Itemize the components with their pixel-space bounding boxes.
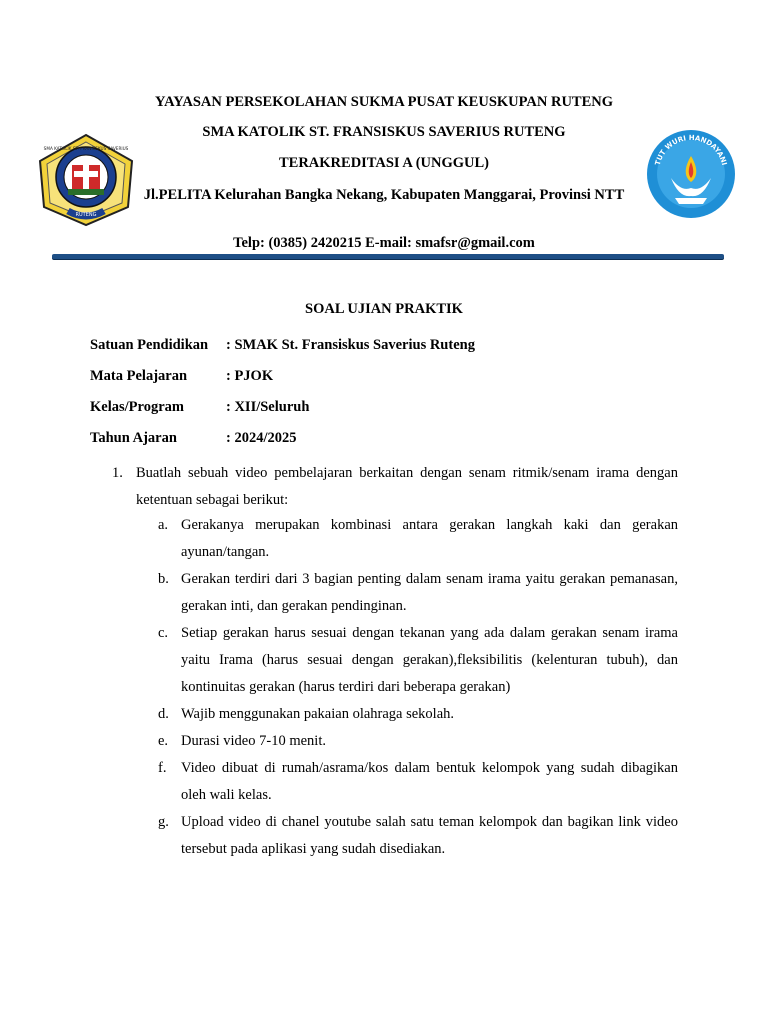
school-contact: Telp: (0385) 2420215 E-mail: smafsr@gmail.com [233, 235, 535, 251]
info-row [90, 430, 296, 447]
option-marker: c. [158, 625, 169, 641]
option-text: Setiap gerakan harus sesuai dengan tekanan yang ada dalam gerakan senam irama yaitu Irama (harus sesuai dengan gerakan),fleksibilitis (kelenturan tubuh), dan kontinuitas gerakan (harus terdiri dari beberapa gerakan) [181, 625, 678, 695]
question [112, 460, 678, 514]
svg-text:SMA KATOLIK ST. FRANSISKUS SAV: SMA KATOLIK ST. FRANSISKUS SAVERIUS [43, 146, 129, 151]
info-row [90, 368, 273, 385]
info-value: : PJOK [226, 368, 274, 384]
info-key: Satuan Pendidikan [90, 337, 209, 353]
school-crest-icon [38, 133, 134, 227]
school-name: SMA KATOLIK ST. FRANSISKUS SAVERIUS RUTENG [202, 124, 566, 140]
document-title: SOAL UJIAN PRAKTIK [305, 301, 463, 317]
option-marker: g. [158, 814, 169, 830]
letterhead-divider [52, 254, 724, 259]
tut-wuri-handayani-icon [645, 126, 737, 222]
info-value: : 2024/2025 [226, 430, 297, 446]
info-row [90, 399, 309, 416]
question-text: Buatlah sebuah video pembelajaran berkaitan dengan senam ritmik/senam irama dengan ketentuan sebagai berikut: [136, 465, 678, 508]
accreditation: TERAKREDITASI A (UNGGUL) [278, 155, 490, 171]
info-key: Tahun Ajaran [90, 430, 177, 446]
list-item [150, 728, 678, 755]
list-item [150, 512, 678, 566]
option-list [150, 512, 678, 863]
option-marker: f. [158, 760, 167, 776]
list-item [150, 701, 678, 728]
option-marker: a. [158, 517, 169, 533]
option-text: Gerakanya merupakan kombinasi antara gerakan langkah kaki dan gerakan ayunan/tangan. [181, 517, 678, 560]
school-address: Jl.PELITA Kelurahan Bangka Nekang, Kabupaten Manggarai, Provinsi NTT [143, 187, 625, 203]
svg-text:TUT WURI HANDAYANI: TUT WURI HANDAYANI [653, 133, 729, 167]
question-number: 1. [112, 465, 123, 481]
info-value: : SMAK St. Fransiskus Saverius Ruteng [226, 337, 475, 353]
svg-text:RUTENG: RUTENG [75, 212, 97, 218]
option-text: Gerakan terdiri dari 3 bagian penting dalam senam irama yaitu gerakan pemanasan, gerakan inti, dan gerakan pendinginan. [181, 571, 678, 614]
option-text: Wajib menggunakan pakaian olahraga sekolah. [181, 706, 455, 722]
option-text: Upload video di chanel youtube salah satu teman kelompok dan bagikan link video tersebut pada aplikasi yang sudah disediakan. [181, 814, 678, 857]
info-key: Mata Pelajaran [90, 368, 188, 384]
option-text: Durasi video 7-10 menit. [181, 733, 326, 749]
info-row [90, 337, 475, 354]
letterhead-text [140, 0, 628, 260]
option-text: Video dibuat di rumah/asrama/kos dalam bentuk kelompok yang sudah dibagikan oleh wali kelas. [181, 760, 678, 803]
info-key: Kelas/Program [90, 399, 184, 415]
option-marker: e. [158, 733, 169, 749]
list-item [150, 809, 678, 863]
foundation-name: YAYASAN PERSEKOLAHAN SUKMA PUSAT KEUSKUPAN RUTENG [154, 94, 614, 110]
list-item [150, 755, 678, 809]
list-item [150, 566, 678, 620]
letterhead [0, 0, 768, 270]
option-marker: b. [158, 571, 169, 587]
option-marker: d. [158, 706, 169, 722]
list-item [150, 620, 678, 701]
info-value: : XII/Seluruh [226, 399, 310, 415]
